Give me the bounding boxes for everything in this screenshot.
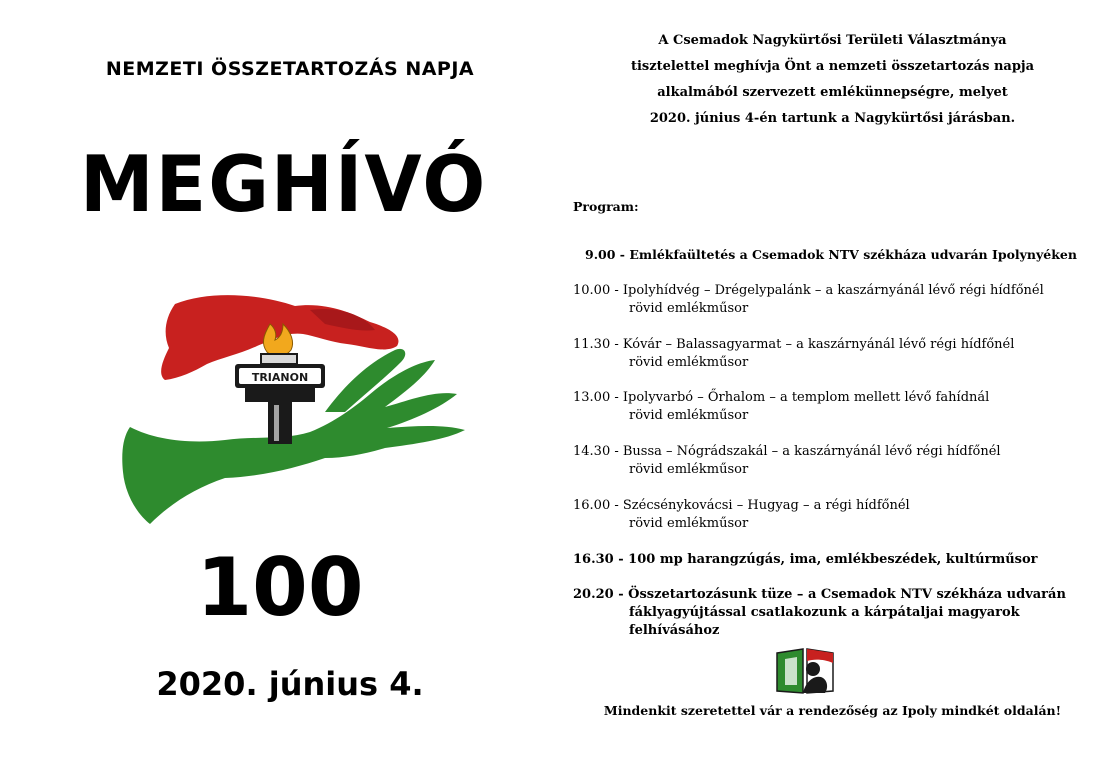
program-item-title: 14.30 - Bussa – Nógrádszakál – a kaszárnyánál lévő régi hídfőnél	[573, 444, 1001, 459]
event-title: NEMZETI ÖSSZETARTOZÁS NAPJA	[105, 58, 475, 80]
intro-line: 2020. június 4-én tartunk a Nagykürtősi járásban.	[649, 111, 1016, 126]
program-item-detail: rövid emlékműsor	[629, 301, 749, 316]
program-item-detail: fáklyagyújtással csatlakozunk a kárpátaljai magyarok felhívásához	[629, 605, 1020, 638]
trianon-label: TRIANON	[251, 371, 309, 384]
program-item-detail: rövid emlékműsor	[629, 462, 749, 477]
program-item	[573, 586, 1093, 640]
program-item-title: 11.30 - Kóvár – Balassagyarmat – a kaszárnyánál lévő régi hídfőnél	[573, 337, 1015, 352]
program-item	[573, 336, 1093, 372]
program-item-title: 10.00 - Ipolyhídvég – Drégelypalánk – a kaszárnyánál lévő régi hídfőnél	[573, 283, 1044, 298]
program-item	[573, 282, 1093, 318]
intro-line: tisztelettel meghívja Önt a nemzeti összetartozás napja	[630, 59, 1035, 74]
event-date: 2020. június 4.	[156, 665, 424, 703]
closing-line: Mindenkit szeretettel vár a rendezőség az Ipoly mindkét oldalán!	[603, 703, 1062, 718]
program-label: Program:	[573, 199, 639, 214]
program-item	[573, 443, 1093, 479]
intro-line: A Csemadok Nagykürtősi Területi Választmánya	[658, 33, 1007, 48]
program-item-detail: rövid emlékműsor	[629, 408, 749, 423]
trianon-hands-emblem	[25, 262, 520, 572]
right-panel	[565, 0, 1100, 777]
program-item	[573, 389, 1093, 425]
centenary-number: 100	[196, 541, 364, 634]
invitation-title: MEGHÍVÓ	[80, 139, 488, 231]
intro-line: alkalmából szervezett emlékünnepségre, melyet	[657, 85, 1008, 100]
program-item-title: 20.20 - Összetartozásunk tüze – a Csemadok NTV székháza udvarán	[573, 587, 1066, 602]
program-item	[573, 497, 1093, 533]
program-item: 9.00 - Emlékfaültetés a Csemadok NTV székháza udvarán Ipolynyéken	[585, 247, 1077, 262]
program-item-title: 16.00 - Szécsénykovácsi – Hugyag – a régi hídfőnél	[573, 498, 910, 513]
program-item-detail: rövid emlékműsor	[629, 355, 749, 370]
program-item-detail: rövid emlékműsor	[629, 516, 749, 531]
program-item: 16.30 - 100 mp harangzúgás, ima, emlékbeszédek, kultúrműsor	[573, 552, 1038, 567]
program-item-title: 13.00 - Ipolyvarbó – Őrhalom – a templom mellett lévő fahídnál	[573, 390, 990, 405]
invitation-intro	[565, 28, 1100, 132]
csemadok-logo-icon	[773, 645, 838, 697]
